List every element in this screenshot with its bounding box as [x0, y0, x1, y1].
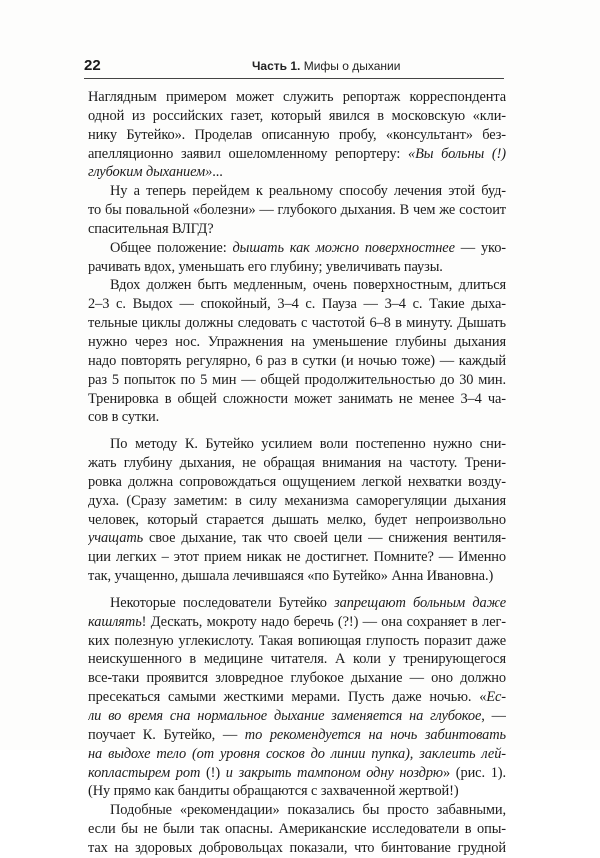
- text-segment: надо повторять регулярно, 6 раз в сутки (и ночью тоже) — каждый: [88, 352, 506, 369]
- running-header: [84, 55, 498, 77]
- text-segment: копластырем рот: [88, 764, 201, 781]
- text-segment: спасительная ВЛГД?: [88, 220, 214, 237]
- text-segment: поучает К. Бутейко, —: [88, 726, 245, 743]
- text-segment: раз 5 попыток по 5 мин — общей продолжительностью до 30 мин.: [88, 371, 506, 388]
- text-segment: нужно через нос. Упражнения на уменьшение глубины дыхания: [88, 333, 506, 350]
- text-segment: По методу К. Бутейко усилием воли постепенно нужно сни-: [110, 436, 506, 453]
- text-line: [88, 594, 506, 613]
- text-segment: Подобные «рекомендации» показались бы просто забавными,: [110, 802, 506, 819]
- text-line: [88, 408, 506, 427]
- text-segment: кашлять: [88, 613, 142, 630]
- text-segment: неискушенного в медицине читателя. А коли у тренирующегося: [88, 651, 506, 668]
- text-segment: — уко-: [454, 239, 506, 256]
- text-line: [88, 239, 506, 258]
- body-text: [88, 88, 506, 858]
- text-segment: «Вы больны (!): [407, 145, 506, 162]
- text-line: [88, 163, 506, 182]
- text-segment: Ну а теперь перейдем к реальному способу лечения этой буд-: [110, 183, 506, 200]
- text-line: [88, 511, 506, 530]
- text-segment: ких полезную углекислоту. Такая вопиющая глупость поразит даже: [88, 632, 506, 649]
- text-line: [88, 726, 506, 745]
- text-line: [88, 295, 506, 314]
- text-line: [88, 107, 506, 126]
- text-segment: то рекомендуется на ночь забинтовать: [244, 726, 506, 743]
- text-line: [88, 567, 506, 586]
- text-segment: рачивать вдох, уменьшать его глубину; увеличивать паузы.: [88, 258, 443, 275]
- text-segment: нику Бутейко». Проделав описанную пробу, «консультант» без-: [88, 126, 506, 143]
- text-segment: и закрыть тампоном одну ноздрю: [225, 764, 443, 781]
- text-segment: тельные циклы должны следовать с частотой 6–8 в минуту. Дышать: [88, 315, 506, 332]
- text-segment: пресекаться самыми жесткими мерами. Пусть даже ночью. «: [88, 689, 487, 706]
- text-segment: если бы не были так опасны. Американские исследователи в опы-: [88, 821, 506, 838]
- text-segment: свое дыхание, так что своей цели — снижения вентиля-: [143, 530, 506, 547]
- text-segment: (!): [200, 764, 226, 781]
- text-segment: дышать как можно поверхностнее: [232, 239, 455, 256]
- text-segment: » (рис. 1).: [442, 764, 506, 781]
- text-line: [88, 820, 506, 839]
- text-line: [88, 745, 506, 764]
- text-line: [88, 613, 506, 632]
- text-segment: ! Дескать, мокроту надо беречь (?!) — она сохраняет в лег-: [141, 613, 506, 630]
- text-line: [88, 839, 506, 858]
- text-segment: глубоким дыханием»: [88, 164, 213, 181]
- text-line: [88, 454, 506, 473]
- text-segment: то бы повальной «болезни» — глубокого дыхания. В чем же состоит: [88, 202, 506, 219]
- text-segment: Наглядным примером может служить репортаж корреспондента: [88, 89, 506, 105]
- text-segment: на выдохе тело (от уровня сосков до линии пупка), заклеить лей-: [88, 745, 506, 762]
- text-segment: тах на здоровых добровольцах показали, что бинтование грудной: [88, 839, 506, 856]
- text-line: [88, 352, 506, 371]
- text-segment: апелляционно заявил ошеломленному репортеру:: [88, 145, 408, 162]
- text-line: [88, 707, 506, 726]
- text-segment: Общее положение:: [110, 239, 233, 256]
- text-line: [88, 201, 506, 220]
- text-line: [88, 88, 506, 107]
- text-line: [88, 529, 506, 548]
- text-line: [88, 473, 506, 492]
- text-segment: запрещают больным даже: [334, 594, 506, 611]
- text-segment: одной из российских газет, который явился в московскую «кли-: [88, 107, 506, 124]
- text-line: [88, 258, 506, 277]
- text-line: [88, 632, 506, 651]
- text-line: [88, 688, 506, 707]
- text-line: [88, 126, 506, 145]
- text-segment: ли во время сна нормальное дыхание заменяется на глубокое: [88, 708, 482, 724]
- text-segment: жать глубину дыхания, не обращая внимания на частоту. Трени-: [88, 455, 506, 472]
- text-line: [88, 782, 506, 801]
- text-segment: 2–3 с. Выдох — спокойный, 3–4 с. Пауза — 3–4 с. Такие дыха-: [88, 296, 506, 313]
- text-line: [88, 220, 506, 239]
- text-line: [88, 182, 506, 201]
- text-line: [88, 371, 506, 390]
- text-segment: (Ну прямо как бандиты обращаются с захваченной жертвой!): [88, 783, 459, 800]
- text-segment: человек, который старается дышать мелко, будет непроизвольно: [88, 511, 506, 528]
- text-segment: все-таки проявится зловредное глубокое дыхание — оно должно: [88, 670, 506, 687]
- text-segment: так, учащенно, дышала лечившаяся «по Бутейко» Анна Ивановна.): [88, 568, 494, 585]
- text-line: [88, 390, 506, 409]
- text-line: [88, 548, 506, 567]
- text-line: [88, 314, 506, 333]
- text-line: [88, 276, 506, 295]
- text-line: [88, 333, 506, 352]
- text-segment: Ес-: [486, 689, 506, 706]
- chapter-heading: [252, 59, 400, 73]
- text-line: [88, 669, 506, 688]
- text-line: [88, 764, 506, 783]
- text-line: [88, 801, 506, 820]
- text-segment: ровка должна сопровождаться ощущением легкой нехватки возду-: [88, 473, 506, 490]
- text-segment: сов в сутки.: [88, 409, 160, 426]
- text-segment: учащать: [88, 530, 144, 547]
- header-rule: [84, 78, 504, 79]
- page-number: 22: [84, 57, 101, 74]
- text-line: [88, 650, 506, 669]
- text-segment: Тренировка в общей сложности может занимать не менее 3–4 ча-: [88, 390, 506, 407]
- text-segment: духа. (Сразу заметим: в силу механизма саморегуляции дыхания: [88, 492, 506, 509]
- part-label: Часть 1.: [252, 59, 301, 73]
- chapter-title: Мифы о дыхании: [303, 59, 401, 73]
- text-line: [88, 435, 506, 454]
- text-line: [88, 492, 506, 511]
- text-segment: Вдох должен быть медленным, очень поверхностным, длиться: [110, 277, 506, 294]
- text-segment: ции легких – этот прием никак не достигнет. Помните? — Именно: [88, 549, 506, 566]
- text-line: [88, 145, 506, 164]
- text-segment: ...: [212, 164, 223, 181]
- text-segment: , —: [481, 708, 506, 724]
- text-segment: Некоторые последователи Бутейко: [110, 594, 335, 611]
